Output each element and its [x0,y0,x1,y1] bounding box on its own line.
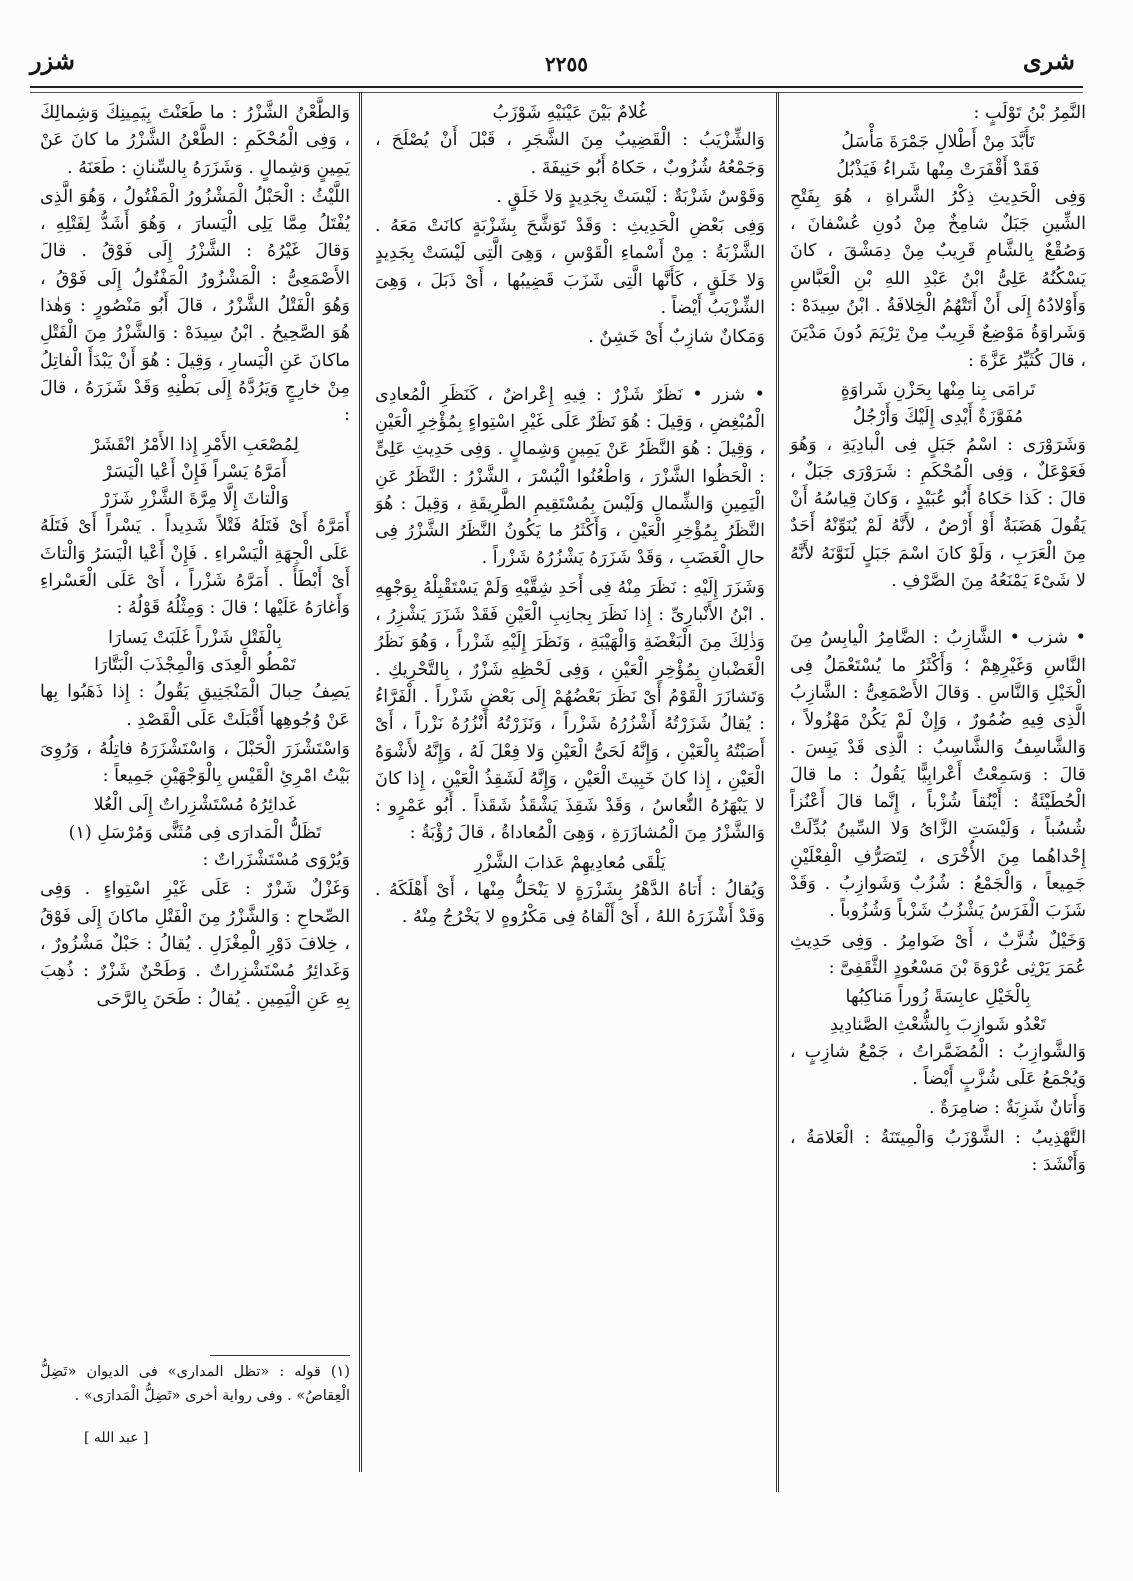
verse-line: يَلْقَى مُعادِيهِمْ عَذابَ الشَّزْرِ [474,852,666,873]
page-number: ٢٢٥٥ [545,52,588,76]
paragraph: أَمَرَّهُ أَىْ فَتَلَهُ فَتْلاً شَدِيداً . يَسْراً أَىْ فَتَلَهُ عَلَى الْجِهَةِ الْيَسْراءِ . فَإِنْ أَعْيا الْيَسَرُ وَالْتاثَ أَىْ أَبْطَأَ . أَمَرَّهُ شَزْراً ، أَىْ عَلَى الْعَسْراءِ وَأَغارَهُ عَلَيْها ؛ قالَ : وَمِثْلُهُ قَوْلُهُ : [40,516,350,619]
verse-line: تَأَبَّدَ مِنْ أَطْلالِ جَمْرَةَ مَأْسَلُ [841,132,1035,153]
paragraph: وَالطَّعْنُ الشَّزْرُ : ما طَعَنْتَ بِيَمِينِكَ وَشِمالِكَ ، وَفِى الْمُحْكَمِ : الطَّعْنُ الشَّزْرُ ما كانَ عَنْ يَمِينٍ وَشِمالٍ . وَشَزَرَهُ بِالسِّنانِ : طَعَنَهُ . [40,103,350,178]
header-rule [30,86,1083,88]
entry-shazab: • شزب • الشَّازِبُ : الضَّامِرُ الْيابِسُ مِنَ النَّاسِ وَغَيْرِهِمْ ؛ وَأَكْثَرُ ما يُسْتَعْمَلُ فِى الْخَيْلِ وَالنَّاسِ . وَقالَ الأَصْمَعِىُّ : الشَّازِبُ الَّذِى فِيهِ ضُمُورٌ ، وَإِنْ لَمْ يَكُنْ مَهْزُولاً ، وَالشَّاسِفُ وَالشَّاسِبُ : الَّذِى قَدْ يَبِسَ . قالَ : وَسَمِعْتُ أَعْرابِيًّا يَقُولُ : ما قالَ الْحُطَيْئَةُ : أَيْنُقاً شُزْباً ، إِنَّما قالَ أَعْنُزاً شُسُباً ، وَلَيْسَتِ الزَّاىُ وَلا السِّينُ بُدِّلَتْ إِحْداهُما مِنَ الأُخْرَى ، لِتَصَرُّفِ الْفِعْلَيْنِ جَمِيعاً ، وَالْجَمْعُ : شُزُبٌ وَشَوازِبُ . وَقَدْ شَزَبَ الْفَرَسُ يَشْزُبُ شَزْباً وَشُزُوباً . [790,628,1086,922]
verse-line: أَمَرَّهُ يَسْراً فَإِنْ أَعْيا الْيَسَرْ [103,461,287,482]
verse-line: بِالْخَيْلِ عابِسَةً زُوراً مَناكِبُها [845,987,1031,1008]
paragraph: وَالشِّزْيَبُ : الْقَضِيبُ مِنَ الشَّجَرِ ، قَبْلَ أَنْ يُصْلَحَ ، وَجَمْعُهُ شُزُوبٌ ، حَكاهُ أَبُو حَنِيفَةَ . [375,130,765,178]
paragraph: وَفِى بَعْضِ الْحَدِيثِ : وَقَدْ تَوَشَّحَ بِشَزْبَةٍ كانَتْ مَعَهُ . الشَّزْبَةُ : مِنْ أَسْماءِ الْقَوْسِ ، وَهِىَ الَّتِى لَيْسَتْ بِجَدِيدٍ وَلا خَلَقٍ ، كَأَنَّها الَّتِى شَزَبَ قَضِيبُها ، أَىْ ذَبَلَ ، وَهِىَ الشِّزْيَبُ أَيْضاً . [375,216,765,319]
verse-line: وَالْتاثَ إِلَّا مِرَّةَ الشَّزْرِ شَزَرْ [101,489,289,510]
running-head-left: شزر [30,46,75,75]
footnote-rule [210,1355,350,1356]
paragraph: وَشَزَرَ إِلَيْهِ : نَظَرَ مِنْهُ فِى أَحَدِ شِقَّيْهِ وَلَمْ يَسْتَقْبِلْهُ بِوَجْهِهِ . ابْنُ الأَنْبارِىِّ : إِذا نَظَرَ بِجانِبِ الْعَيْنِ فَقَدْ شَزَرَ يَشْزِرُ ، وَذٰلِكَ مِنَ الْبَغْضَةِ وَالْهَيْبَةِ ، وَنَظَرَ إِلَيْهِ شَزْراً ، وَهُوَ نَظَرُ الْغَضْبانِ بِمُؤْخِرِ الْعَيْنِ ، وَفِى لَحْظِهِ شَزْرٌ ، بِالتَّحْرِيكِ . وَتَشازَرَ الْقَوْمُ أَىْ نَظَرَ بَعْضُهُمْ إِلَى بَعْضٍ شَزْراً . الْفَرَّاءُ : يُقالُ شَزَرْتُهُ أَشْزُرُهُ شَزْراً ، وَنَزَرْتُهُ أَنْزُرُهُ نَزْراً ، أَىْ أَصَبْتُهُ بِالْعَيْنِ ، وَإِنَّهُ لَحَىُّ الْعَيْنِ وَلا فِعْلَ لَهُ ، وَإِنَّهُ لأَشْوَهُ الْعَيْنِ ، إِذا كانَ خَبِيثَ الْعَيْنِ ، وَإِنَّهُ لَشَقِذُ الْعَيْنِ ، إِذا كانَ لا يَبْهَرُهُ النُّعاسُ ، وَقَدْ شَقِذَ يَشْقَذُ شَقَذاً . أَبُو عَمْرٍو : وَالشَّزْرُ مِنَ الْمُشازَرَةِ ، وَهِىَ الْمُعاداةُ ، قالَ رُؤْبَةُ : [375,577,765,844]
paragraph: وَأَتانٌ شَزِبَةٌ : ضامِرَةٌ . [928,1098,1086,1119]
paragraph: وَشَرَوْرَى : اسْمُ جَبَلٍ فِى الْبادِيَةِ ، وَهُوَ فَعَوْعَلٌ ، وَفِى الْمُحْكَمِ : شَرَوْرَى جَبَلٌ ، قالَ : كَذا حَكاهُ أَبُو عُبَيْدٍ ، وَكانَ قِياسُهُ أَنْ يَقُولَ هَضَبَةٌ أَوْ أَرْضٌ ، لأَنَّهُ لَمْ يُنَوِّنْهُ أَحَدٌ مِنَ الْعَرَبِ ، وَلَوْ كانَ اسْمَ جَبَلٍ لَنَوَّنَهُ لأَنَّهُ لا شَىْءَ يَمْنَعُهُ مِنَ الصَّرْفِ . [790,434,1086,592]
paragraph: وَيُقالُ : أَتاهُ الدَّهْرُ بِشَزْرَةٍ لا يَنْحَلُّ مِنْها ، أَىْ أَهْلَكَهُ . وَقَدْ أَشْزَرَهُ اللهُ ، أَىْ أَلْقاهُ فِى مَكْرُوهٍ لا يَخْرُجُ مِنْهُ . [375,880,765,928]
running-head-right: شرى [1022,46,1075,75]
verse-line: تَظَلُّ الْمَدارَى فِى مُثَنًّى وَمُرْسَلِ (١) [68,822,322,843]
paragraph: وَالشَّوازِبُ : الْمُضَمَّراتُ ، جَمْعُ شازِبٍ ، وَيُجْمَعُ عَلَى شُزَّبٍ أَيْضاً . [790,1041,1086,1090]
verse-line: غَدائِرُهُ مُسْتَشْزِراتٌ إِلَى الْعُلا [93,795,297,816]
verse-line: لِمُصْعَبِ الأَمْرِ إِذا الأَمْرُ انْقَشَرْ [91,434,299,455]
paragraph: النَّمِرُ بْنُ تَوْلَبٍ : [973,103,1086,123]
paragraph: وَخَيْلٌ شُزَّبٌ ، أَىْ ضَوامِرُ . وَفِى حَدِيثِ عُمَرَ يَرْثِى عُرْوَةَ بْنَ مَسْعُودٍ الثَّقَفِىَّ : [790,930,1086,978]
header-rule-thin [30,92,1083,93]
middle-column [375,100,765,934]
paragraph: وَيُرْوَى مُسْتَشْزَراتٌ : [202,850,350,871]
paragraph: اللَّيْثُ : الْحَبْلُ الْمَشْزُورُ الْمَفْتُولُ ، وَهُوَ الَّذِى يُفْتَلُ مِمَّا يَلِى الْيَسارَ ، وَهُوَ أَشَدُّ لِفَتْلِهِ ، وَقالَ غَيْرُهُ : الشَّزْرُ إِلَى فَوْقُ . قالَ الأَصْمَعِىُّ : الْمَشْزُورُ الْمَفْتُولُ إِلَى فَوْقُ ، وَهُوَ الْفَتْلُ الشَّزْرُ ، قالَ أَبُو مَنْصُورٍ : وَهٰذا هُوَ الصَّحِيحُ . ابْنُ سِيدَهْ : وَالشَّزْرُ مِنَ الْفَتْلِ ماكانَ عَنِ الْيَسارِ ، وَقِيلَ : هُوَ أَنْ يَبْدَأَ الْفاتِلُ مِنْ خارِجٍ وَيَرُدَّهُ إِلَى بَطْنِهِ وَقَدْ شَزَرَهُ ، قالَ : [40,186,350,426]
paragraph: وَفِى الْحَدِيثِ ذِكْرُ الشَّراةِ ، هُوَ بِفَتْحِ الشِّينِ جَبَلٌ شامِخٌ مِنْ دُونِ عُسْفانَ ، وَصُقْعٌ بِالشَّامِ قَرِيبٌ مِنْ دِمَشْقَ ، كانَ يَسْكُنُهُ عَلِىُّ ابْنُ عَبْدِ اللهِ بْنِ الْعَبَّاسِ وَأَوْلادُهُ إِلَى أَنْ أَتَتْهُمُ الْخِلافَةُ . ابْنُ سِيدَهْ : وَشَراوَةُ مَوْضِعٌ قَرِيبٌ مِنْ تِرْيَمَ دُونَ مَدْيَنَ ، قالَ كُثَيِّرُ عَزَّةَ : [790,186,1086,371]
paragraph: وَغَزْلٌ شَزْرٌ : عَلَى غَيْرِ اسْتِواءٍ . وَفِى الصِّحاحِ : وَالشَّزْرُ مِنَ الْفَتْلِ ماكانَ إِلَى فَوْقُ ، خِلافَ دَوْرِ الْمِغْزَلِ . يُقالُ : حَبْلٌ مَشْزُورٌ ، وَغَدائِرُ مُسْتَشْزِراتٌ . وَطَحْنٌ شَزْرٌ : ذُهِبَ بِهِ عَنِ الْيَمِينِ . يُقالُ : طَحَنَ بِالرَّحَى [40,879,350,1009]
editor-signature: [ عبد الله ] [84,1430,149,1446]
verse-line: بِالْفَتْلِ شَزْراً غَلَبَتْ يَسارَا [108,627,282,648]
verse-line: تَرامَى بِنا مِنْها بِحَزْنِ شَراوَةٍ [840,379,1036,400]
paragraph: وَاسْتَشْزَرَ الْحَبْلَ ، وَاسْتَشْزَرَهُ فاتِلُهُ ، وَرُوِىَ بَيْتُ امْرِئِ الْقَيْسِ بِالْوَجْهَيْنِ جَمِيعاً : [40,738,350,787]
paragraph: يَصِفُ حِبالَ الْمَنْجَنِيقِ يَقُولُ : إِذا ذَهَبُوا بِها عَنْ وُجُوهِها أَقْبَلَتْ عَلَى الْقَصْدِ . [40,682,350,730]
column-divider-left [359,92,362,1472]
verse-line: تَمْطُو الْعِدَى وَالْمِجْذَبَ الْبَتَّارَا [94,654,296,675]
paragraph: وَمَكانٌ شازِبٌ أَىْ خَشِنٌ . [588,327,765,348]
paragraph: التَّهْذِيبُ : الشَّوْزَبُ وَالْمِيتَنَةُ : الْعَلامَةُ ، وَأَنْشَدَ : [790,1127,1086,1175]
right-column [790,100,1086,1181]
paragraph: وَقَوْسٌ شَزْبَةٌ : لَيْسَتْ بِجَدِيدٍ وَلا خَلَقٍ . [496,186,765,207]
verse-line: تَعْدُو شَوازِبَ بِالشُّعْثِ الصَّنادِيدِ [830,1014,1046,1035]
verse-line: غُلامٌ بَيْنَ عَيْنَيْهِ شَوْزَبُ [492,103,648,123]
entry-shazar: • شزر • نَظَرٌ شَزْرٌ : فِيهِ إِعْراضٌ ، كَنَظَرِ الْمُعادِى الْمُبْغِضِ ، وَقِيلَ : هُوَ نَظَرٌ عَلَى غَيْرِ اسْتِواءٍ بِمُؤْخِرِ الْعَيْنِ ، وَقِيلَ : هُوَ النَّظَرُ عَنْ يَمِينٍ وَشِمالٍ . وَفِى حَدِيثِ عَلِىٍّ : الْحَظُوا الشَّزْرَ ، وَاطْعُنُوا الْيُسْرَ ، الشَّزْرُ : النَّظَرُ عَنِ الْيَمِينِ وَالشِّمالِ وَلَيْسَ بِمُسْتَقِيمِ الطَّرِيقَةِ ، وَقِيلَ : هُوَ النَّظَرُ بِمُؤْخِرِ الْعَيْنِ ، وَأَكْثَرُ ما يَكُونُ النَّظَرُ الشَّزْرُ فِى حالِ الْغَضَبِ ، وَقَدْ شَزَرَهُ يَشْزُرُهُ شَزْراً . [375,384,765,569]
footnote: (١) قوله : «تظل المدارى» فى الديوان «تَضِلُّ الْعِقاصُ» . وفى رواية أخرى «تَضِلُّ الْمَدارَى» . [40,1364,350,1404]
left-column [40,100,350,1015]
verse-line: مُفَوَّزَةٌ أَيْدِى إِلَيْكَ وَأَرْجُلُ [852,407,1024,428]
column-divider-right [776,92,779,1492]
verse-line: فَقَدْ أَقْفَرَتْ مِنْها شَراءُ فَيَذْبُلُ [836,159,1040,180]
